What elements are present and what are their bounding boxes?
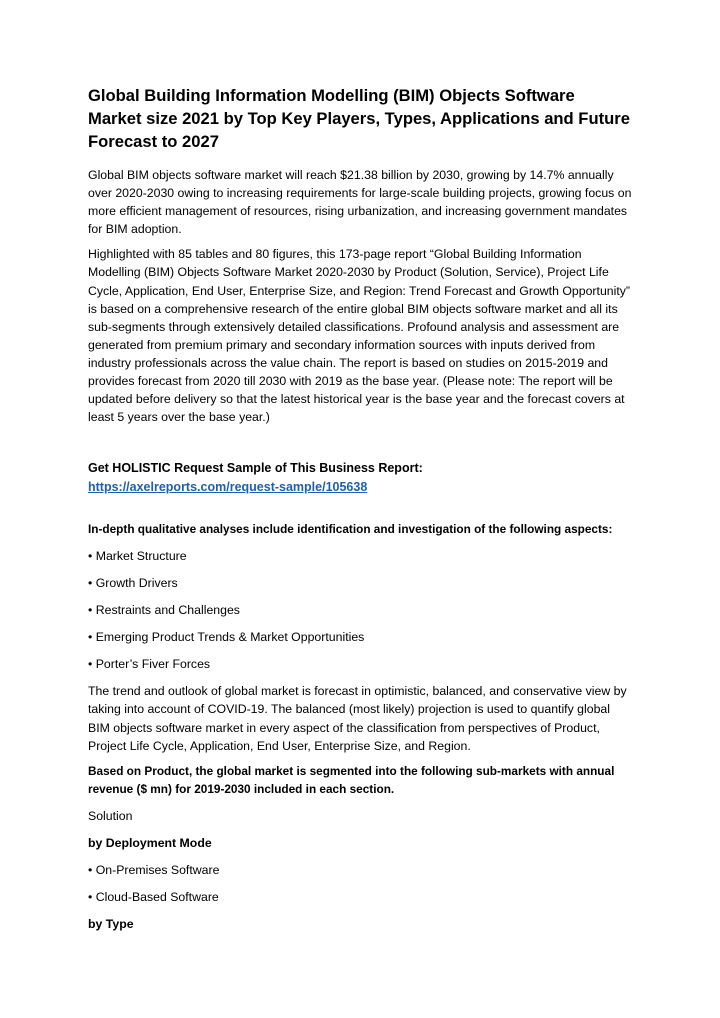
list-item: • Cloud-Based Software bbox=[88, 889, 219, 904]
solution-label: Solution bbox=[88, 808, 133, 823]
list-item: • Market Structure bbox=[88, 549, 187, 564]
list-item: • On-Premises Software bbox=[88, 862, 220, 877]
list-item: • Porter’s Fiver Forces bbox=[88, 657, 211, 672]
section-spacer bbox=[88, 496, 632, 520]
segmentation-heading: Based on Product, the global market is segmented into the following sub-markets with annual revenue ($ mn) for 2019-2030 included in each section. bbox=[88, 763, 615, 796]
intro-paragraph-2: Highlighted with 85 tables and 80 figures, this 173-page report “Global Building Information Modelling (BIM) Objects Software Market 2020-2030 by Product (Solution, Service), Project Life Cycle, Application, End User, Enterprise Size, and Region: Trend Forecast and Growth Opportunity” is based on a comprehensive research of the entire global BIM objects software market and all its sub-segments through extensively detailed classifications. Profound analysis and assessment are generated from premium primary and secondary information sources with inputs derived from industry professionals across the value chain. The report is based on studies on 2015-2019 and provides forecast from 2020 till 2030 with 2019 as the base year. (Please note: The report will be updated before delivery so that the latest historical year is the base year and the forecast covers at least 5 years over the base year.) bbox=[88, 247, 631, 425]
section-spacer bbox=[88, 433, 632, 459]
list-item: • Restraints and Challenges bbox=[88, 603, 240, 618]
deployment-mode-heading: by Deployment Mode bbox=[88, 835, 212, 850]
intro-paragraph-1: Global BIM objects software market will reach $21.38 billion by 2030, growing by 14.7% annually over 2020-2030 owing to increasing requirements for large-scale building projects, growing focus on more efficient management of resources, rising urbanization, and increasing government mandates for BIM adoption. bbox=[88, 168, 632, 237]
outlook-paragraph: The trend and outlook of global market is forecast in optimistic, balanced, and conservative view by taking into account of COVID-19. The balanced (most likely) projection is used to quantify global BIM objects software market in every aspect of the classification from perspectives of Product, Project Life Cycle, Application, End User, Enterprise Size, and Region. bbox=[88, 684, 627, 753]
list-item: • Emerging Product Trends & Market Opportunities bbox=[88, 630, 365, 645]
sample-request-heading: Get HOLISTIC Request Sample of This Business Report: bbox=[88, 461, 423, 476]
sample-request-link[interactable]: https://axelreports.com/request-sample/105638 bbox=[88, 479, 368, 494]
page-title: Global Building Information Modelling (BIM) Objects Software Market size 2021 by Top Key Players, Types, Applications and Future Forecast to 2027 bbox=[88, 86, 630, 151]
analysis-heading: In-depth qualitative analyses include identification and investigation of the following aspects: bbox=[88, 522, 613, 537]
list-item: • Growth Drivers bbox=[88, 576, 178, 591]
type-heading: by Type bbox=[88, 916, 134, 931]
